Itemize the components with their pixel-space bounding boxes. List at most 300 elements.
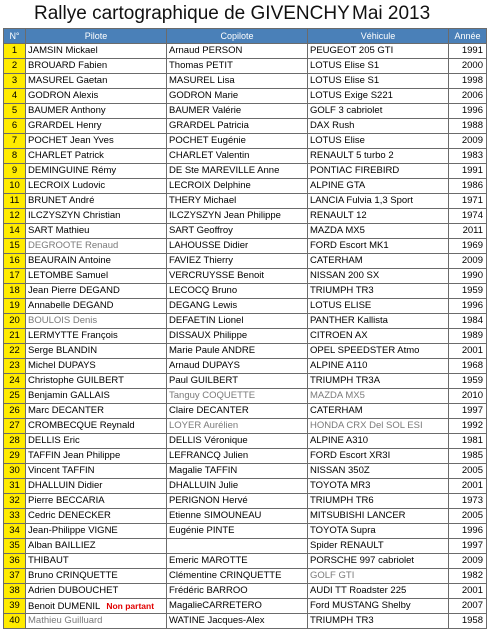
pilote-cell — [26, 389, 167, 404]
entry-number-text: 33 — [9, 510, 20, 521]
table-row — [4, 419, 487, 434]
column-header-pilote: Pilote — [26, 29, 167, 44]
vehicule-cell — [308, 464, 449, 479]
column-header-number: N° — [4, 29, 26, 44]
annee-cell — [449, 449, 487, 464]
entry-number — [4, 194, 26, 209]
pilote-cell — [26, 134, 167, 149]
vehicule-cell — [308, 179, 449, 194]
annee-cell-text: 1959 — [461, 375, 483, 386]
vehicule-cell-text: MAZDA MX5 — [310, 225, 365, 236]
pilote-cell-text: DHALLUIN Didier — [28, 480, 103, 491]
annee-cell — [449, 389, 487, 404]
entry-number — [4, 44, 26, 59]
pilote-cell — [26, 239, 167, 254]
copilote-cell — [167, 419, 308, 434]
entry-number — [4, 209, 26, 224]
vehicule-cell-text: TOYOTA Supra — [310, 525, 376, 536]
pilote-cell — [26, 374, 167, 389]
vehicule-cell-text: NISSAN 200 SX — [310, 270, 380, 281]
annee-cell — [449, 419, 487, 434]
entry-number-text: 8 — [11, 150, 18, 161]
pilote-cell — [26, 104, 167, 119]
pilote-cell-text: LERMYTTE François — [28, 330, 118, 341]
vehicule-cell-text: CATERHAM — [310, 405, 363, 416]
annee-cell-text: 1996 — [461, 105, 483, 116]
pilote-cell — [26, 119, 167, 134]
entry-number-text: 38 — [9, 585, 20, 596]
entry-number-text: 16 — [9, 255, 20, 266]
annee-cell-text: 2005 — [461, 510, 483, 521]
vehicule-cell — [308, 389, 449, 404]
copilote-cell — [167, 254, 308, 269]
pilote-cell-text: Benjamin GALLAIS — [28, 390, 110, 401]
table-row — [4, 59, 487, 74]
copilote-cell — [167, 479, 308, 494]
table-row — [4, 404, 487, 419]
entry-number-text: 39 — [9, 600, 20, 611]
copilote-cell — [167, 554, 308, 569]
vehicule-cell-text: HONDA CRX Del SOL ESI — [310, 420, 423, 431]
annee-cell-text: 1982 — [461, 570, 483, 581]
annee-cell — [449, 599, 487, 614]
annee-cell-text: 2006 — [461, 90, 483, 101]
table-row — [4, 284, 487, 299]
vehicule-cell-text: TRIUMPH TR3A — [310, 375, 381, 386]
annee-cell-text: 2010 — [461, 390, 483, 401]
entry-number — [4, 254, 26, 269]
entry-number — [4, 539, 26, 554]
entry-number-text: 23 — [9, 360, 20, 371]
entry-number — [4, 179, 26, 194]
table-row — [4, 434, 487, 449]
annee-cell-text: 1986 — [461, 180, 483, 191]
annee-cell-text: 1991 — [461, 45, 483, 56]
copilote-cell-text: GRARDEL Patricia — [169, 120, 249, 131]
vehicule-cell — [308, 344, 449, 359]
pilote-cell-text: DEMINGUINE Rémy — [28, 165, 117, 176]
rally-date: Mai 2013 — [352, 3, 431, 24]
annee-cell-text: 1983 — [461, 150, 483, 161]
pilote-cell — [26, 359, 167, 374]
vehicule-cell — [308, 164, 449, 179]
copilote-cell — [167, 434, 308, 449]
annee-cell — [449, 434, 487, 449]
annee-cell — [449, 524, 487, 539]
vehicule-cell-text: TRIUMPH TR3 — [310, 615, 374, 626]
copilote-cell — [167, 269, 308, 284]
annee-cell-text: 2005 — [461, 465, 483, 476]
vehicule-cell-text: DAX Rush — [310, 120, 355, 131]
copilote-cell — [167, 464, 308, 479]
vehicule-cell-text: TOYOTA MR3 — [310, 480, 371, 491]
copilote-cell-text: THERY Michael — [169, 195, 237, 206]
pilote-cell-text: THIBAUT — [28, 555, 69, 566]
annee-cell-text: 1997 — [461, 540, 483, 551]
table-row — [4, 89, 487, 104]
table-row — [4, 449, 487, 464]
copilote-cell — [167, 59, 308, 74]
vehicule-cell-text: RENAULT 5 turbo 2 — [310, 150, 394, 161]
entry-number-text: 26 — [9, 405, 20, 416]
annee-cell — [449, 44, 487, 59]
vehicule-cell — [308, 374, 449, 389]
annee-cell — [449, 359, 487, 374]
pilote-cell-text: GRARDEL Henry — [28, 120, 102, 131]
table-row — [4, 104, 487, 119]
copilote-cell-text: WATINE Jacques-Alex — [169, 615, 265, 626]
pilote-cell-text: Jean-Philippe VIGNE — [28, 525, 118, 536]
pilote-cell-text: Mathieu Guilluard — [28, 615, 103, 626]
pilote-cell — [26, 284, 167, 299]
annee-cell — [449, 149, 487, 164]
annee-cell-text: 1989 — [461, 330, 483, 341]
vehicule-cell — [308, 239, 449, 254]
entry-number-text: 29 — [9, 450, 20, 461]
annee-cell-text: 2011 — [462, 225, 483, 236]
annee-cell — [449, 494, 487, 509]
vehicule-cell — [308, 479, 449, 494]
vehicule-cell-text: Spider RENAULT — [310, 540, 384, 551]
copilote-cell — [167, 179, 308, 194]
vehicule-cell-text: ALPINE A310 — [310, 435, 369, 446]
table-header-row — [4, 29, 487, 44]
table-row — [4, 314, 487, 329]
pilote-cell — [26, 179, 167, 194]
vehicule-cell — [308, 314, 449, 329]
vehicule-cell-text: MAZDA MX5 — [310, 390, 365, 401]
vehicule-cell-text: ALPINE A110 — [310, 360, 368, 371]
pilote-cell — [26, 164, 167, 179]
entry-number-text: 30 — [9, 465, 20, 476]
annee-cell-text: 2009 — [461, 555, 483, 566]
pilote-cell-text: TAFFIN Jean Philippe — [28, 450, 121, 461]
pilote-cell-text: Pierre BECCARIA — [28, 495, 105, 506]
entry-number-text: 31 — [9, 480, 20, 491]
annee-cell — [449, 539, 487, 554]
vehicule-cell — [308, 614, 449, 629]
vehicule-cell — [308, 284, 449, 299]
entry-number-text: 4 — [11, 90, 18, 101]
vehicule-cell-text: TRIUMPH TR3 — [310, 285, 374, 296]
vehicule-cell — [308, 359, 449, 374]
vehicule-cell-text: LANCIA Fulvia 1,3 Sport — [310, 195, 413, 206]
vehicule-cell — [308, 149, 449, 164]
copilote-cell-text: MASUREL Lisa — [169, 75, 235, 86]
entry-number-text: 32 — [9, 495, 20, 506]
copilote-cell — [167, 209, 308, 224]
vehicule-cell — [308, 584, 449, 599]
annee-cell-text: 1968 — [461, 360, 483, 371]
annee-cell-text: 1984 — [461, 315, 483, 326]
entry-number-text: 28 — [9, 435, 20, 446]
vehicule-cell-text: LOTUS Elise S1 — [310, 60, 380, 71]
pilote-cell-text: CROMBECQUE Reynald — [28, 420, 135, 431]
vehicule-cell-text: LOTUS Elise S1 — [310, 75, 380, 86]
vehicule-cell — [308, 224, 449, 239]
pilote-cell-text: Adrien DUBOUCHET — [28, 585, 119, 596]
pilote-cell-text: ILCZYSZYN Christian — [28, 210, 121, 221]
pilote-cell-text: BAUMER Anthony — [28, 105, 106, 116]
copilote-cell-text: MagalieCARRETERO — [169, 600, 262, 611]
copilote-cell — [167, 359, 308, 374]
entry-number-text: 18 — [9, 285, 20, 296]
vehicule-cell — [308, 569, 449, 584]
annee-cell-text: 1981 — [461, 435, 483, 446]
pilote-cell — [26, 74, 167, 89]
entry-number-text: 34 — [9, 525, 20, 536]
copilote-cell — [167, 74, 308, 89]
pilote-cell-text: Marc DECANTER — [28, 405, 105, 416]
pilote-cell — [26, 209, 167, 224]
entry-number — [4, 614, 26, 629]
entry-number — [4, 554, 26, 569]
pilote-cell-text: DEGROOTE Renaud — [28, 240, 119, 251]
pilote-cell — [26, 194, 167, 209]
copilote-cell — [167, 344, 308, 359]
copilote-cell-text: CHARLET Valentin — [169, 150, 250, 161]
vehicule-cell — [308, 449, 449, 464]
copilote-cell-text: Eugénie PINTE — [169, 525, 235, 536]
vehicule-cell-text: TRIUMPH TR6 — [310, 495, 374, 506]
entry-number — [4, 314, 26, 329]
vehicule-cell-text: PEUGEOT 205 GTI — [310, 45, 394, 56]
annee-cell — [449, 59, 487, 74]
entry-number-text: 25 — [9, 390, 20, 401]
vehicule-cell — [308, 89, 449, 104]
annee-cell — [449, 479, 487, 494]
entry-number-text: 17 — [9, 270, 20, 281]
annee-cell-text: 2001 — [461, 585, 483, 596]
page-title — [0, 0, 490, 28]
vehicule-cell-text: GOLF 3 cabriolet — [310, 105, 383, 116]
pilote-cell-text: BRUNET André — [28, 195, 95, 206]
entry-number-text: 21 — [9, 330, 20, 341]
copilote-cell — [167, 449, 308, 464]
pilote-cell-text: JAMSIN Mickael — [28, 45, 98, 56]
entry-number — [4, 104, 26, 119]
vehicule-cell-text: AUDI TT Roadster 225 — [310, 585, 407, 596]
table-row — [4, 119, 487, 134]
copilote-cell — [167, 539, 308, 554]
annee-cell — [449, 284, 487, 299]
annee-cell-text: 2007 — [461, 600, 483, 611]
annee-cell-text: 1959 — [461, 285, 483, 296]
annee-cell — [449, 209, 487, 224]
table-row — [4, 554, 487, 569]
annee-cell — [449, 179, 487, 194]
table-row — [4, 269, 487, 284]
pilote-cell — [26, 419, 167, 434]
entry-number — [4, 344, 26, 359]
annee-cell-text: 2001 — [461, 480, 483, 491]
copilote-cell-text: LOYER Aurélien — [169, 420, 239, 431]
pilote-cell — [26, 584, 167, 599]
column-header-annee: Année — [449, 29, 487, 44]
annee-cell — [449, 254, 487, 269]
annee-cell — [449, 104, 487, 119]
annee-cell — [449, 344, 487, 359]
entry-number — [4, 464, 26, 479]
copilote-cell — [167, 284, 308, 299]
table-row — [4, 569, 487, 584]
table-row — [4, 44, 487, 59]
entry-number — [4, 524, 26, 539]
entry-number-text: 1 — [11, 45, 18, 56]
vehicule-cell-text: CATERHAM — [310, 255, 363, 266]
entry-number — [4, 404, 26, 419]
entry-number — [4, 239, 26, 254]
pilote-cell — [26, 149, 167, 164]
table-row — [4, 134, 487, 149]
annee-cell-text: 1973 — [461, 495, 483, 506]
copilote-cell-text: Frédéric BARROO — [169, 585, 248, 596]
vehicule-cell — [308, 254, 449, 269]
pilote-cell — [26, 614, 167, 629]
copilote-cell — [167, 374, 308, 389]
pilote-cell — [26, 434, 167, 449]
entry-number-text: 9 — [11, 165, 18, 176]
vehicule-cell — [308, 434, 449, 449]
annee-cell — [449, 239, 487, 254]
entry-number — [4, 119, 26, 134]
vehicule-cell — [308, 554, 449, 569]
copilote-cell-text: Etienne SIMOUNEAU — [169, 510, 262, 521]
pilote-cell — [26, 494, 167, 509]
vehicule-cell — [308, 269, 449, 284]
copilote-cell-text: DELLIS Véronique — [169, 435, 248, 446]
annee-cell — [449, 404, 487, 419]
pilote-cell — [26, 269, 167, 284]
vehicule-cell — [308, 404, 449, 419]
copilote-cell — [167, 404, 308, 419]
annee-cell-text: 1958 — [461, 615, 483, 626]
annee-cell — [449, 119, 487, 134]
pilote-cell-text: Alban BAILLIEZ — [28, 540, 96, 551]
pilote-cell — [26, 329, 167, 344]
table-row — [4, 389, 487, 404]
pilote-cell — [26, 449, 167, 464]
copilote-cell — [167, 149, 308, 164]
table-row — [4, 479, 487, 494]
annee-cell — [449, 569, 487, 584]
vehicule-cell-text: LOTUS Elise — [310, 135, 365, 146]
copilote-cell-text: Clémentine CRINQUETTE — [169, 570, 282, 581]
vehicule-cell-text: ALPINE GTA — [310, 180, 366, 191]
annee-cell — [449, 299, 487, 314]
annee-cell-text: 1971 — [461, 195, 483, 206]
vehicule-cell — [308, 494, 449, 509]
entry-number-text: 12 — [9, 210, 20, 221]
entry-number — [4, 374, 26, 389]
annee-cell — [449, 554, 487, 569]
table-row — [4, 494, 487, 509]
pilote-cell-text: MASUREL Gaetan — [28, 75, 108, 86]
table-row — [4, 179, 487, 194]
copilote-cell-text: LAHOUSSE Didier — [169, 240, 249, 251]
vehicule-cell-text: CITROEN AX — [310, 330, 368, 341]
table-row — [4, 359, 487, 374]
copilote-cell-text: DEFAETIN Lionel — [169, 315, 244, 326]
pilote-cell — [26, 299, 167, 314]
copilote-cell — [167, 44, 308, 59]
annee-cell-text: 1985 — [461, 450, 483, 461]
copilote-cell — [167, 299, 308, 314]
copilote-cell — [167, 194, 308, 209]
vehicule-cell-text: GOLF GTI — [310, 570, 355, 581]
annee-cell-text: 2009 — [461, 255, 483, 266]
pilote-cell — [26, 509, 167, 524]
entry-number — [4, 329, 26, 344]
entry-number-text: 15 — [9, 240, 20, 251]
entry-number — [4, 134, 26, 149]
vehicule-cell — [308, 299, 449, 314]
non-partant-label: Non partant — [106, 600, 155, 611]
vehicule-cell — [308, 194, 449, 209]
entry-number-text: 37 — [9, 570, 20, 581]
pilote-cell — [26, 554, 167, 569]
copilote-cell-text: LECROIX Delphine — [169, 180, 251, 191]
copilote-cell — [167, 509, 308, 524]
pilote-cell — [26, 479, 167, 494]
copilote-cell-text: FAVIEZ Thierry — [169, 255, 234, 266]
vehicule-cell — [308, 509, 449, 524]
pilote-cell-text: GODRON Alexis — [28, 90, 99, 101]
copilote-cell-text: Thomas PETIT — [169, 60, 233, 71]
entry-number — [4, 74, 26, 89]
vehicule-cell — [308, 209, 449, 224]
column-header-vehicule: Véhicule — [308, 29, 449, 44]
copilote-cell-text: Magalie TAFFIN — [169, 465, 238, 476]
vehicule-cell-text: LOTUS ELISE — [310, 300, 372, 311]
entry-number — [4, 419, 26, 434]
annee-cell — [449, 164, 487, 179]
copilote-cell-text: Arnaud DUPAYS — [169, 360, 240, 371]
vehicule-cell-text: PANTHER Kallista — [310, 315, 388, 326]
vehicule-cell — [308, 329, 449, 344]
annee-cell-text: 1969 — [461, 240, 483, 251]
entry-number — [4, 284, 26, 299]
entry-number — [4, 389, 26, 404]
vehicule-cell-text: NISSAN 350Z — [310, 465, 370, 476]
annee-cell — [449, 329, 487, 344]
copilote-cell-text: DISSAUX Philippe — [169, 330, 248, 341]
entry-number — [4, 509, 26, 524]
table-row — [4, 599, 487, 614]
entry-number-text: 22 — [9, 345, 20, 356]
table-row — [4, 614, 487, 629]
vehicule-cell-text: FORD Escort MK1 — [310, 240, 389, 251]
pilote-cell-text: Serge BLANDIN — [28, 345, 98, 356]
annee-cell — [449, 269, 487, 284]
annee-cell-text: 1988 — [461, 120, 483, 131]
annee-cell-text: 1996 — [461, 525, 483, 536]
pilote-cell — [26, 314, 167, 329]
pilote-cell-text: CHARLET Patrick — [28, 150, 104, 161]
pilote-cell-text: Vincent TAFFIN — [28, 465, 95, 476]
pilote-cell — [26, 569, 167, 584]
pilote-cell — [26, 599, 167, 614]
annee-cell — [449, 464, 487, 479]
entry-number-text: 5 — [11, 105, 18, 116]
vehicule-cell-text: MITSUBISHI LANCER — [310, 510, 406, 521]
pilote-cell-text: POCHET Jean Yves — [28, 135, 114, 146]
entries-table — [3, 28, 487, 629]
vehicule-cell-text: PORSCHE 997 cabriolet — [310, 555, 415, 566]
pilote-cell-text: BROUARD Fabien — [28, 60, 108, 71]
vehicule-cell-text: PONTIAC FIREBIRD — [310, 165, 400, 176]
entry-number — [4, 494, 26, 509]
